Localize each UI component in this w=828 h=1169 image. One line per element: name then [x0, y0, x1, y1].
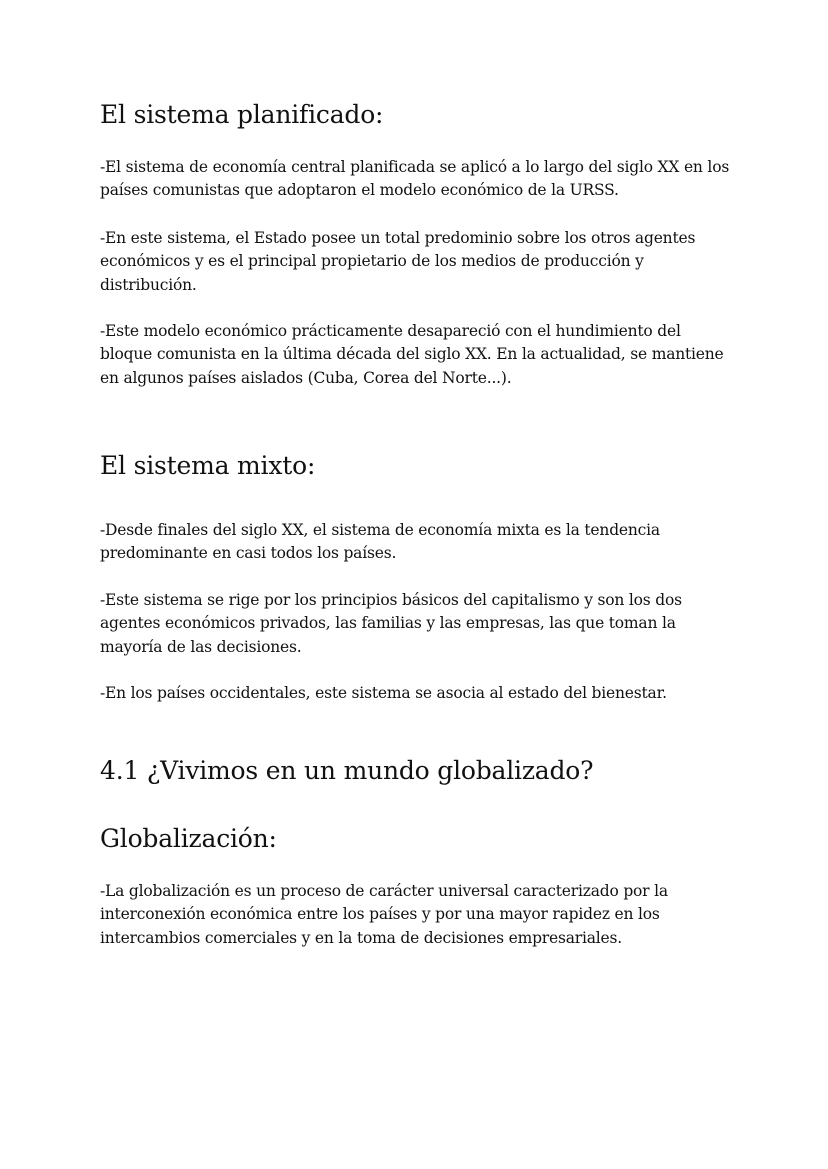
text-line: países comunistas que adoptaron el modelo económico de la URSS.: [100, 181, 619, 200]
text-line: -En este sistema, el Estado posee un total predominio sobre los otros agentes: [100, 229, 696, 247]
paragraph-planned-3: [100, 320, 740, 390]
text-line: -La globalización es un proceso de carácter universal caracterizado por la: [100, 882, 668, 900]
text-line: agentes económicos privados, las familias y las empresas, las que toman la: [100, 614, 676, 633]
paragraph-planned-2: [100, 227, 740, 297]
text-line: predominante en casi todos los países.: [100, 544, 397, 563]
paragraph-mixed-1: [100, 519, 740, 566]
text-line: económicos y es el principal propietario de los medios de producción y: [100, 252, 644, 271]
text-line: en algunos países aislados (Cuba, Corea del Norte...).: [100, 368, 512, 387]
paragraph-planned-1: [100, 156, 740, 203]
paragraph-mixed-2: [100, 589, 740, 659]
text-line: intercambios comerciales y en la toma de decisiones empresariales.: [100, 928, 622, 947]
text-line: mayoría de las decisiones.: [100, 637, 302, 656]
paragraph-globalization-1: [100, 880, 740, 950]
section-heading-globalized-world: 4.1 ¿Vivimos en un mundo globalizado?: [100, 756, 594, 785]
paragraph-mixed-3: [100, 682, 740, 705]
text-line: -Este modelo económico prácticamente desapareció con el hundimiento del: [100, 322, 681, 340]
section-heading-planned-system: El sistema planificado:: [100, 100, 384, 129]
text-line: -En los países occidentales, este sistema se asocia al estado del bienestar.: [100, 684, 667, 702]
text-line: -Desde finales del siglo XX, el sistema de economía mixta es la tendencia: [100, 521, 660, 539]
text-line: -Este sistema se rige por los principios básicos del capitalismo y son los dos: [100, 591, 682, 609]
text-line: -El sistema de economía central planificada se aplicó a lo largo del siglo XX en los: [100, 158, 730, 176]
section-heading-globalization: Globalización:: [100, 824, 277, 853]
text-line: bloque comunista en la última década del siglo XX. En la actualidad, se mantiene: [100, 345, 724, 364]
text-line: distribución.: [100, 275, 197, 294]
text-line: interconexión económica entre los países y por una mayor rapidez en los: [100, 905, 660, 924]
section-heading-mixed-system: El sistema mixto:: [100, 451, 316, 480]
